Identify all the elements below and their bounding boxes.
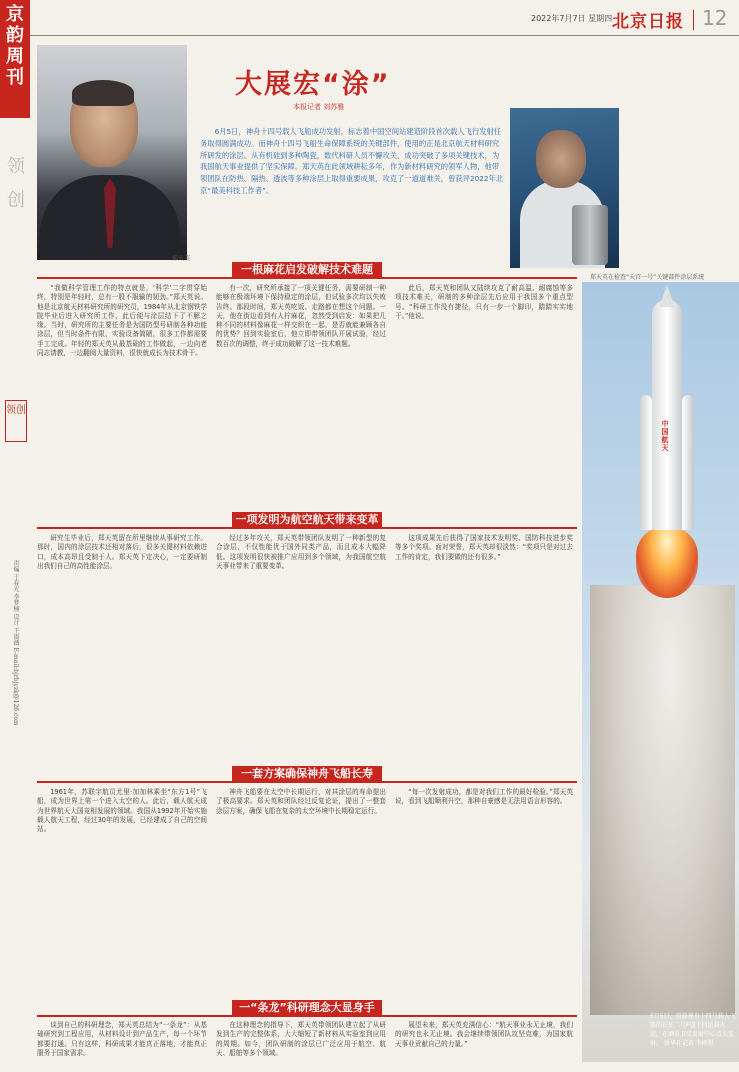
rocket-body-label: 中国航天 bbox=[661, 420, 670, 452]
article-byline: 本报记者 刘苏雅 bbox=[293, 103, 345, 111]
section-heading-1: 一根麻花启发破解技术难题 bbox=[232, 262, 382, 278]
portrait-caption: 郑天英 bbox=[172, 255, 191, 262]
header-rule bbox=[30, 35, 739, 36]
page-number: 12 bbox=[702, 6, 728, 30]
section-4-column-3: 展望未来，郑天英充满信心：“航天事业永无止境，我们的研究也永无止境。我会继续带领团队攻坚克难，为国家航天事业贡献自己的力量。” bbox=[395, 1021, 573, 1048]
section-heading-3: 一套方案确保神舟飞船长寿 bbox=[232, 766, 382, 782]
lab-photo-caption: 郑天英在检查“天宫一号”关键部件涂层系统 bbox=[590, 274, 705, 281]
rocket-smoke-plume bbox=[590, 585, 735, 1015]
rocket-body bbox=[652, 300, 682, 530]
section-3-column-2: 神舟飞船要在太空中长期运行，对其涂层的寿命提出了极高要求。郑天英和团队经过反复论证，提出了一整套涂层方案，确保飞船在复杂的太空环境中长期稳定运行。 bbox=[216, 788, 386, 815]
section-3-column-1: 1961年，苏联宇航员尤里·加加林乘坐“东方1号”飞船，成为世界上第一个进入太空的人。此后，载人航天成为世界航天大国竞相发展的领域。我国从1992年开始实施载人航天工程，经过30年的发展，已经建成了自己的空间站。 bbox=[37, 788, 207, 834]
rocket-booster-right bbox=[682, 395, 694, 530]
article-headline: 大展宏“涂” bbox=[235, 69, 391, 100]
section-3-column-3: “每一次发射成功，都是对我们工作的最好检验。”郑天英说，看到飞船顺利升空，那种自豪感是无法用语言形容的。 bbox=[395, 788, 573, 806]
section-4-column-1: 谈到自己的科研理念，郑天英总结为“一条龙”：从基础研究到工程应用，从材料设计到产品生产，每一个环节都要打通。只有这样，科研成果才能真正落地，才能真正服务于国家需求。 bbox=[37, 1021, 207, 1057]
section-rule-2 bbox=[37, 527, 577, 529]
rocket-flame bbox=[636, 528, 698, 598]
section-rule-3 bbox=[37, 781, 577, 783]
publication-date: 2022年7月7日 星期四 bbox=[531, 14, 613, 23]
article-intro: 6月5日，神舟十四号载人飞船成功发射，标志着中国空间站建造阶段首次载人飞行发射任务取得圆满成功。而神舟十四号飞船生命保障系统的关键部件，使用的正是北京航天材料研究所研发的涂层。从有机硅到多种陶瓷，数代科研人员不懈攻关，成功突破了多项关键技术，为我国航天事业提供了坚实保障。郑天英在此领域耕耘多年，作为新材料研究的领军人物，他带领团队在防热、隔热、透波等多种涂层上取得重要成果，攻克了一道道难关，曾获评2022年北京“最美科技工作者”。 bbox=[200, 127, 504, 195]
column-title: 领创 bbox=[7, 156, 25, 211]
rocket-booster-left bbox=[640, 395, 652, 530]
lab-photo-component bbox=[572, 205, 608, 265]
section-2-column-3: 这项成果先后获得了国家技术发明奖、国防科技进步奖等多个奖项。面对荣誉，郑天英却很淡然：“奖项只是对过去工作的肯定，我们要做的还有很多。” bbox=[395, 534, 573, 561]
rocket-photo-caption: 6月5日，搭载神舟十四号载人飞船的长征二号F遥十四运载火箭，在酒泉卫星发射中心点火发射。 新华社记者 李刚摄 bbox=[650, 1013, 736, 1047]
section-1-column-2: 有一次，研究所承接了一项关键任务，需要研制一种能够在极端环境下保持稳定的涂层，但试验多次均以失败告终。那段时间，郑天英吃饭、走路都在想这个问题。一天，他在街边看到有人拧麻花，忽然受到启发：如果把几种不同的材料像麻花一样交织在一起，是否就能兼顾各自的优势？回到实验室后，他立即带领团队开展试验，经过数百次的调整，终于成功破解了这一技术难题。 bbox=[216, 284, 386, 348]
section-1-column-3: 此后，郑天英和团队又陆续攻克了耐高温、耐腐蚀等多项技术难关，研制的多种涂层先后应用于我国多个重点型号。“科研工作没有捷径，只有一步一个脚印，踏踏实实地干。”他说。 bbox=[395, 284, 573, 320]
lab-photo-face bbox=[536, 130, 586, 188]
header-divider bbox=[693, 10, 694, 30]
edition-title: 京韵周刊 bbox=[6, 4, 24, 88]
section-2-column-1: 研究生毕业后，郑天英留在所里继续从事研究工作。那时，国内的涂层技术还相对落后，很多关键材料依赖进口，成本高昂且受制于人。郑天英下定决心，一定要研制出我们自己的高性能涂层。 bbox=[37, 534, 207, 570]
section-heading-4: 一“条龙”科研理念大显身手 bbox=[232, 1000, 382, 1016]
section-4-column-2: 在这种理念的指导下，郑天英带领团队建立起了从研发到生产的完整体系，大大缩短了新材料从实验室到应用的周期。如今，团队研制的涂层已广泛应用于航空、航天、船舶等多个领域。 bbox=[216, 1021, 386, 1057]
section-1-column-1: “我做科学管理工作的特点就是，‘科学’二字贯穿始终，特别是年轻时，总有一股不服输的韧劲。”郑天英说。他是北京航天材料研究所的研究员，1984年从北京钢铁学院毕业后进入研究所工作，此后便与涂层结下了不解之缘。当时，研究所的主要任务是为国防型号研制各种功能涂层，但当时条件有限，实验设备简陋，很多工作都需要手工完成。年轻的郑天英从最基础的工作做起，一边向老同志请教，一边翻阅大量资料，很快就成长为技术骨干。 bbox=[37, 284, 207, 358]
section-rule-4 bbox=[37, 1015, 577, 1017]
section-rule-1 bbox=[37, 277, 577, 279]
column-badge: 领创 bbox=[5, 400, 27, 442]
newspaper-logo: 北京日报 bbox=[612, 12, 684, 32]
section-2-column-2: 经过多年攻关，郑天英带领团队发明了一种新型的复合涂层，不仅性能优于国外同类产品，而且成本大幅降低。这项发明很快被推广应用到多个领域，为我国航空航天事业带来了重要变革。 bbox=[216, 534, 386, 570]
section-heading-2: 一项发明为航空航天带来变革 bbox=[232, 512, 382, 528]
page-credits: 责编 于春光 李梦楠 设计 王雨薇 E-mail:bjrbjyzk@126.com bbox=[12, 560, 19, 726]
portrait-hair bbox=[72, 80, 134, 106]
